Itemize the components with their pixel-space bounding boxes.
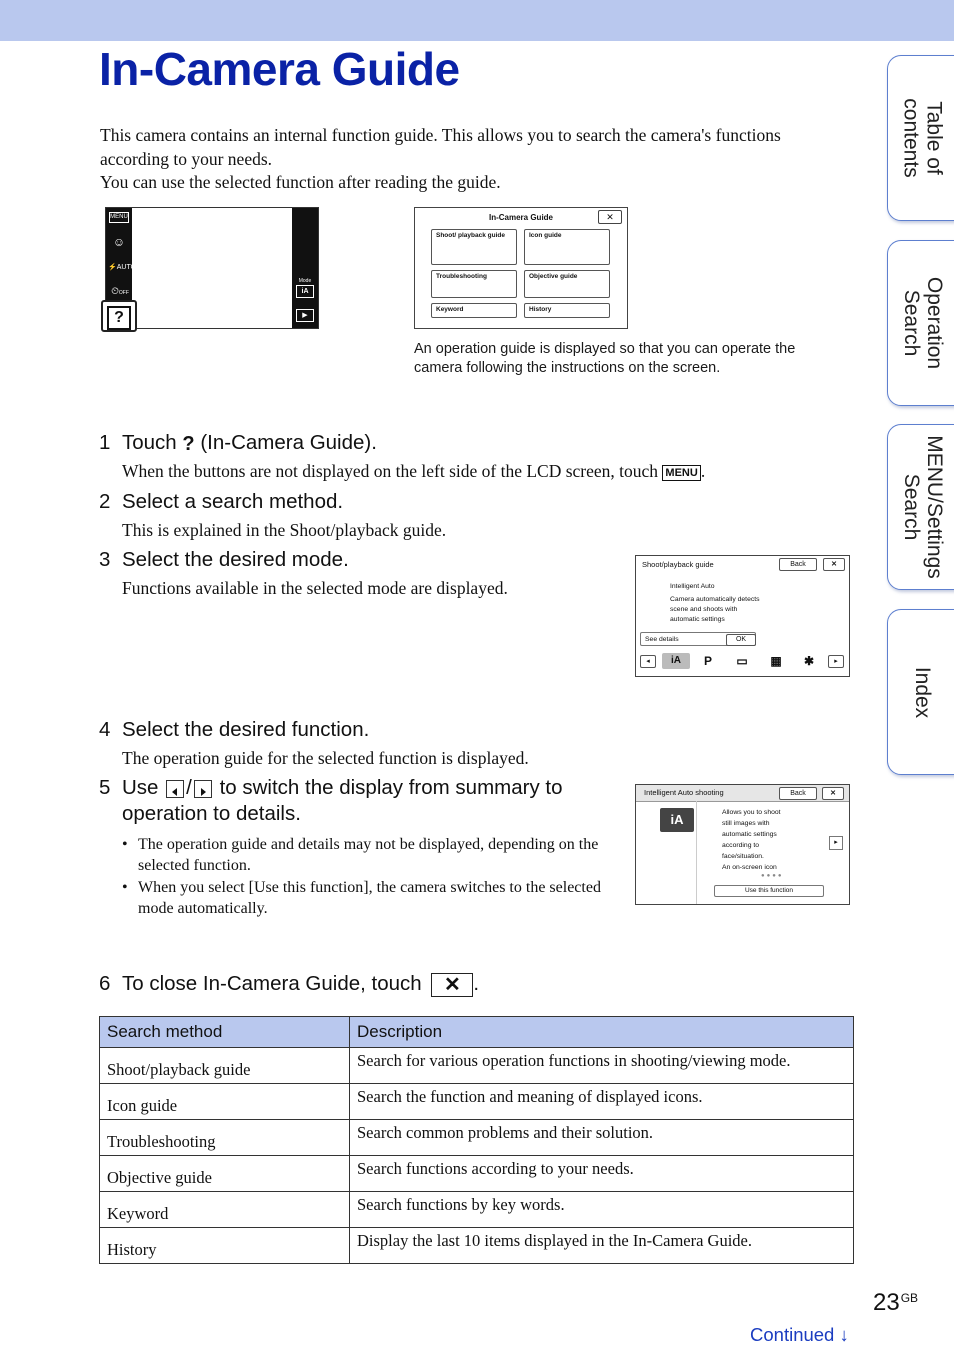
step-5-notes — [122, 834, 622, 920]
tab-menu-settings-search[interactable] — [887, 424, 954, 590]
figure-caption: An operation guide is displayed so that you can operate the camera following the instructions on the screen. — [414, 341, 796, 376]
step-4-heading: 4 Select the desired function. — [99, 718, 370, 741]
right-button-strip — [292, 208, 318, 328]
page-number: $23^{GB}$ — [873, 1289, 919, 1316]
header-bar — [0, 0, 954, 41]
table-row — [100, 1048, 854, 1084]
table-cell: Troubleshooting — [100, 1120, 350, 1156]
camera-mode-icon: iA — [296, 285, 314, 298]
guide-button-shoot-playback[interactable]: Shoot/ playback guide — [431, 229, 517, 265]
smile-icon: ☺ — [112, 235, 126, 249]
table-cell: Search common problems and their solution. — [350, 1120, 854, 1156]
table-header-row — [100, 1017, 854, 1048]
step-1-heading: 1 Touch ? (In-Camera Guide). — [99, 431, 377, 455]
tab-operation-search[interactable] — [887, 240, 954, 406]
intelligent-auto-icon: iA — [660, 808, 694, 832]
table-cell: Objective guide — [100, 1156, 350, 1192]
step-2-heading: 2 Select a search method. — [99, 490, 344, 513]
table-cell: Search for various operation functions in shooting/viewing mode. — [350, 1048, 854, 1084]
left-arrow-icon — [166, 780, 184, 798]
down-arrow-icon: ↓ — [839, 1324, 849, 1345]
function-description: Allows you to shoot still images with automatic settings according to face/situation. An on-screen icon — [722, 809, 781, 871]
mode-label: Mode — [298, 278, 312, 284]
search-method-table — [99, 1016, 854, 1264]
mode-description: Intelligent Auto Camera automatically detects scene and shoots with automatic settings — [670, 583, 760, 623]
intro-line-2: You can use the selected function after reading the guide. — [100, 172, 501, 192]
camera-screen-shoot-playback-guide — [635, 555, 850, 677]
next-icon[interactable]: ▸ — [828, 655, 844, 668]
note-item: • The operation guide and details may not be displayed, depending on the selected function. — [122, 834, 622, 876]
intro-text — [100, 124, 820, 195]
right-arrow-icon — [194, 780, 212, 798]
flash-icon: ⚡AUTO — [108, 264, 137, 271]
help-icon: ? — [107, 306, 131, 330]
intelligent-auto-mode-icon[interactable]: iA — [662, 653, 690, 669]
page-title: In-Camera Guide — [99, 43, 460, 95]
column-header: Description — [350, 1017, 854, 1048]
table-row — [100, 1156, 854, 1192]
tab-label: MENU/Settings Search — [900, 435, 947, 579]
tab-label: Table of contents — [900, 98, 947, 178]
guide-button-history[interactable]: History — [524, 303, 610, 318]
step-3-heading: 3 Select the desired mode. — [99, 548, 349, 571]
note-item: • When you select [Use this function], the camera switches to the selected mode automatically. — [122, 877, 622, 919]
divider — [696, 801, 697, 904]
step-3-body: Functions available in the selected mode are displayed. — [122, 578, 508, 598]
next-page-icon[interactable]: ▸ — [829, 836, 843, 850]
help-icon: ? — [182, 432, 195, 455]
intro-line-1: This camera contains an internal function guide. This allows you to search the camera's functions according to your needs. — [100, 125, 781, 169]
close-button[interactable]: ✕ — [823, 558, 845, 571]
table-row — [100, 1120, 854, 1156]
camera-screen-shooting — [105, 207, 319, 329]
table-cell: Search the function and meaning of displayed icons. — [350, 1084, 854, 1120]
program-mode-icon[interactable]: P — [703, 654, 712, 668]
step-5-heading: 5 Use / to switch the display from summary to operation to details. — [99, 776, 563, 825]
table-cell: Search functions according to your needs. — [350, 1156, 854, 1192]
tab-label: Index — [911, 666, 935, 718]
guide-button-icon[interactable]: Icon guide — [524, 229, 610, 265]
screen-title: Shoot/playback guide — [642, 560, 714, 569]
table-cell: History — [100, 1228, 350, 1264]
self-timer-icon: ⏲OFF — [111, 286, 129, 297]
panorama-mode-icon[interactable]: ▭ — [736, 654, 748, 668]
guide-menu-title: In-Camera Guide — [488, 213, 553, 222]
table-cell: Icon guide — [100, 1084, 350, 1120]
guide-button-keyword[interactable]: Keyword — [431, 303, 517, 318]
ok-button[interactable]: OK — [726, 634, 756, 646]
table-row — [100, 1192, 854, 1228]
table-cell: Search functions by key words. — [350, 1192, 854, 1228]
camera-screen-intelligent-auto — [635, 784, 850, 905]
movie-mode-icon[interactable]: ▦ — [770, 654, 782, 668]
previous-icon[interactable]: ◂ — [640, 655, 656, 668]
screen-title: Intelligent Auto shooting — [644, 788, 724, 797]
table-row — [100, 1228, 854, 1264]
close-button[interactable]: ✕ — [822, 787, 844, 800]
guide-button-troubleshooting[interactable]: Troubleshooting — [431, 270, 517, 298]
close-icon: ✕ — [431, 973, 473, 997]
tab-index[interactable] — [887, 609, 954, 775]
mode-selector — [636, 652, 849, 672]
back-button[interactable]: Back — [779, 787, 817, 800]
close-button[interactable]: ✕ — [598, 210, 622, 224]
table-row — [100, 1084, 854, 1120]
table-cell: Shoot/playback guide — [100, 1048, 350, 1084]
page-dots-icon: ●●●● — [761, 873, 784, 879]
menu-icon: MENU — [109, 212, 129, 223]
use-this-function-button[interactable]: Use this function — [714, 885, 824, 897]
continued-link[interactable]: Continued ↓ — [750, 1324, 849, 1345]
camera-screen-guide-menu — [414, 207, 628, 329]
back-button[interactable]: Back — [779, 558, 817, 571]
column-header: Search method — [100, 1017, 350, 1048]
table-cell: Keyword — [100, 1192, 350, 1228]
in-camera-guide-button[interactable] — [101, 300, 137, 332]
playback-icon: ▶ — [296, 309, 314, 322]
step-4-body: The operation guide for the selected function is displayed. — [122, 748, 529, 768]
see-details-bar: See details — [640, 632, 756, 646]
table-cell: Display the last 10 items displayed in the In-Camera Guide. — [350, 1228, 854, 1264]
step-2-body: This is explained in the Shoot/playback guide. — [122, 520, 447, 540]
tab-table-of-contents[interactable] — [887, 55, 954, 221]
menu-icon: MENU — [662, 465, 700, 481]
step-6-heading: 6 To close In-Camera Guide, touch ✕ . — [99, 972, 480, 996]
tab-label: Operation Search — [900, 276, 947, 370]
guide-button-objective[interactable]: Objective guide — [524, 270, 610, 298]
step-1-body: When the buttons are not displayed on the left side of the LCD screen, touch MENU . — [122, 461, 706, 481]
scene-mode-icon[interactable]: ✱ — [803, 654, 815, 668]
